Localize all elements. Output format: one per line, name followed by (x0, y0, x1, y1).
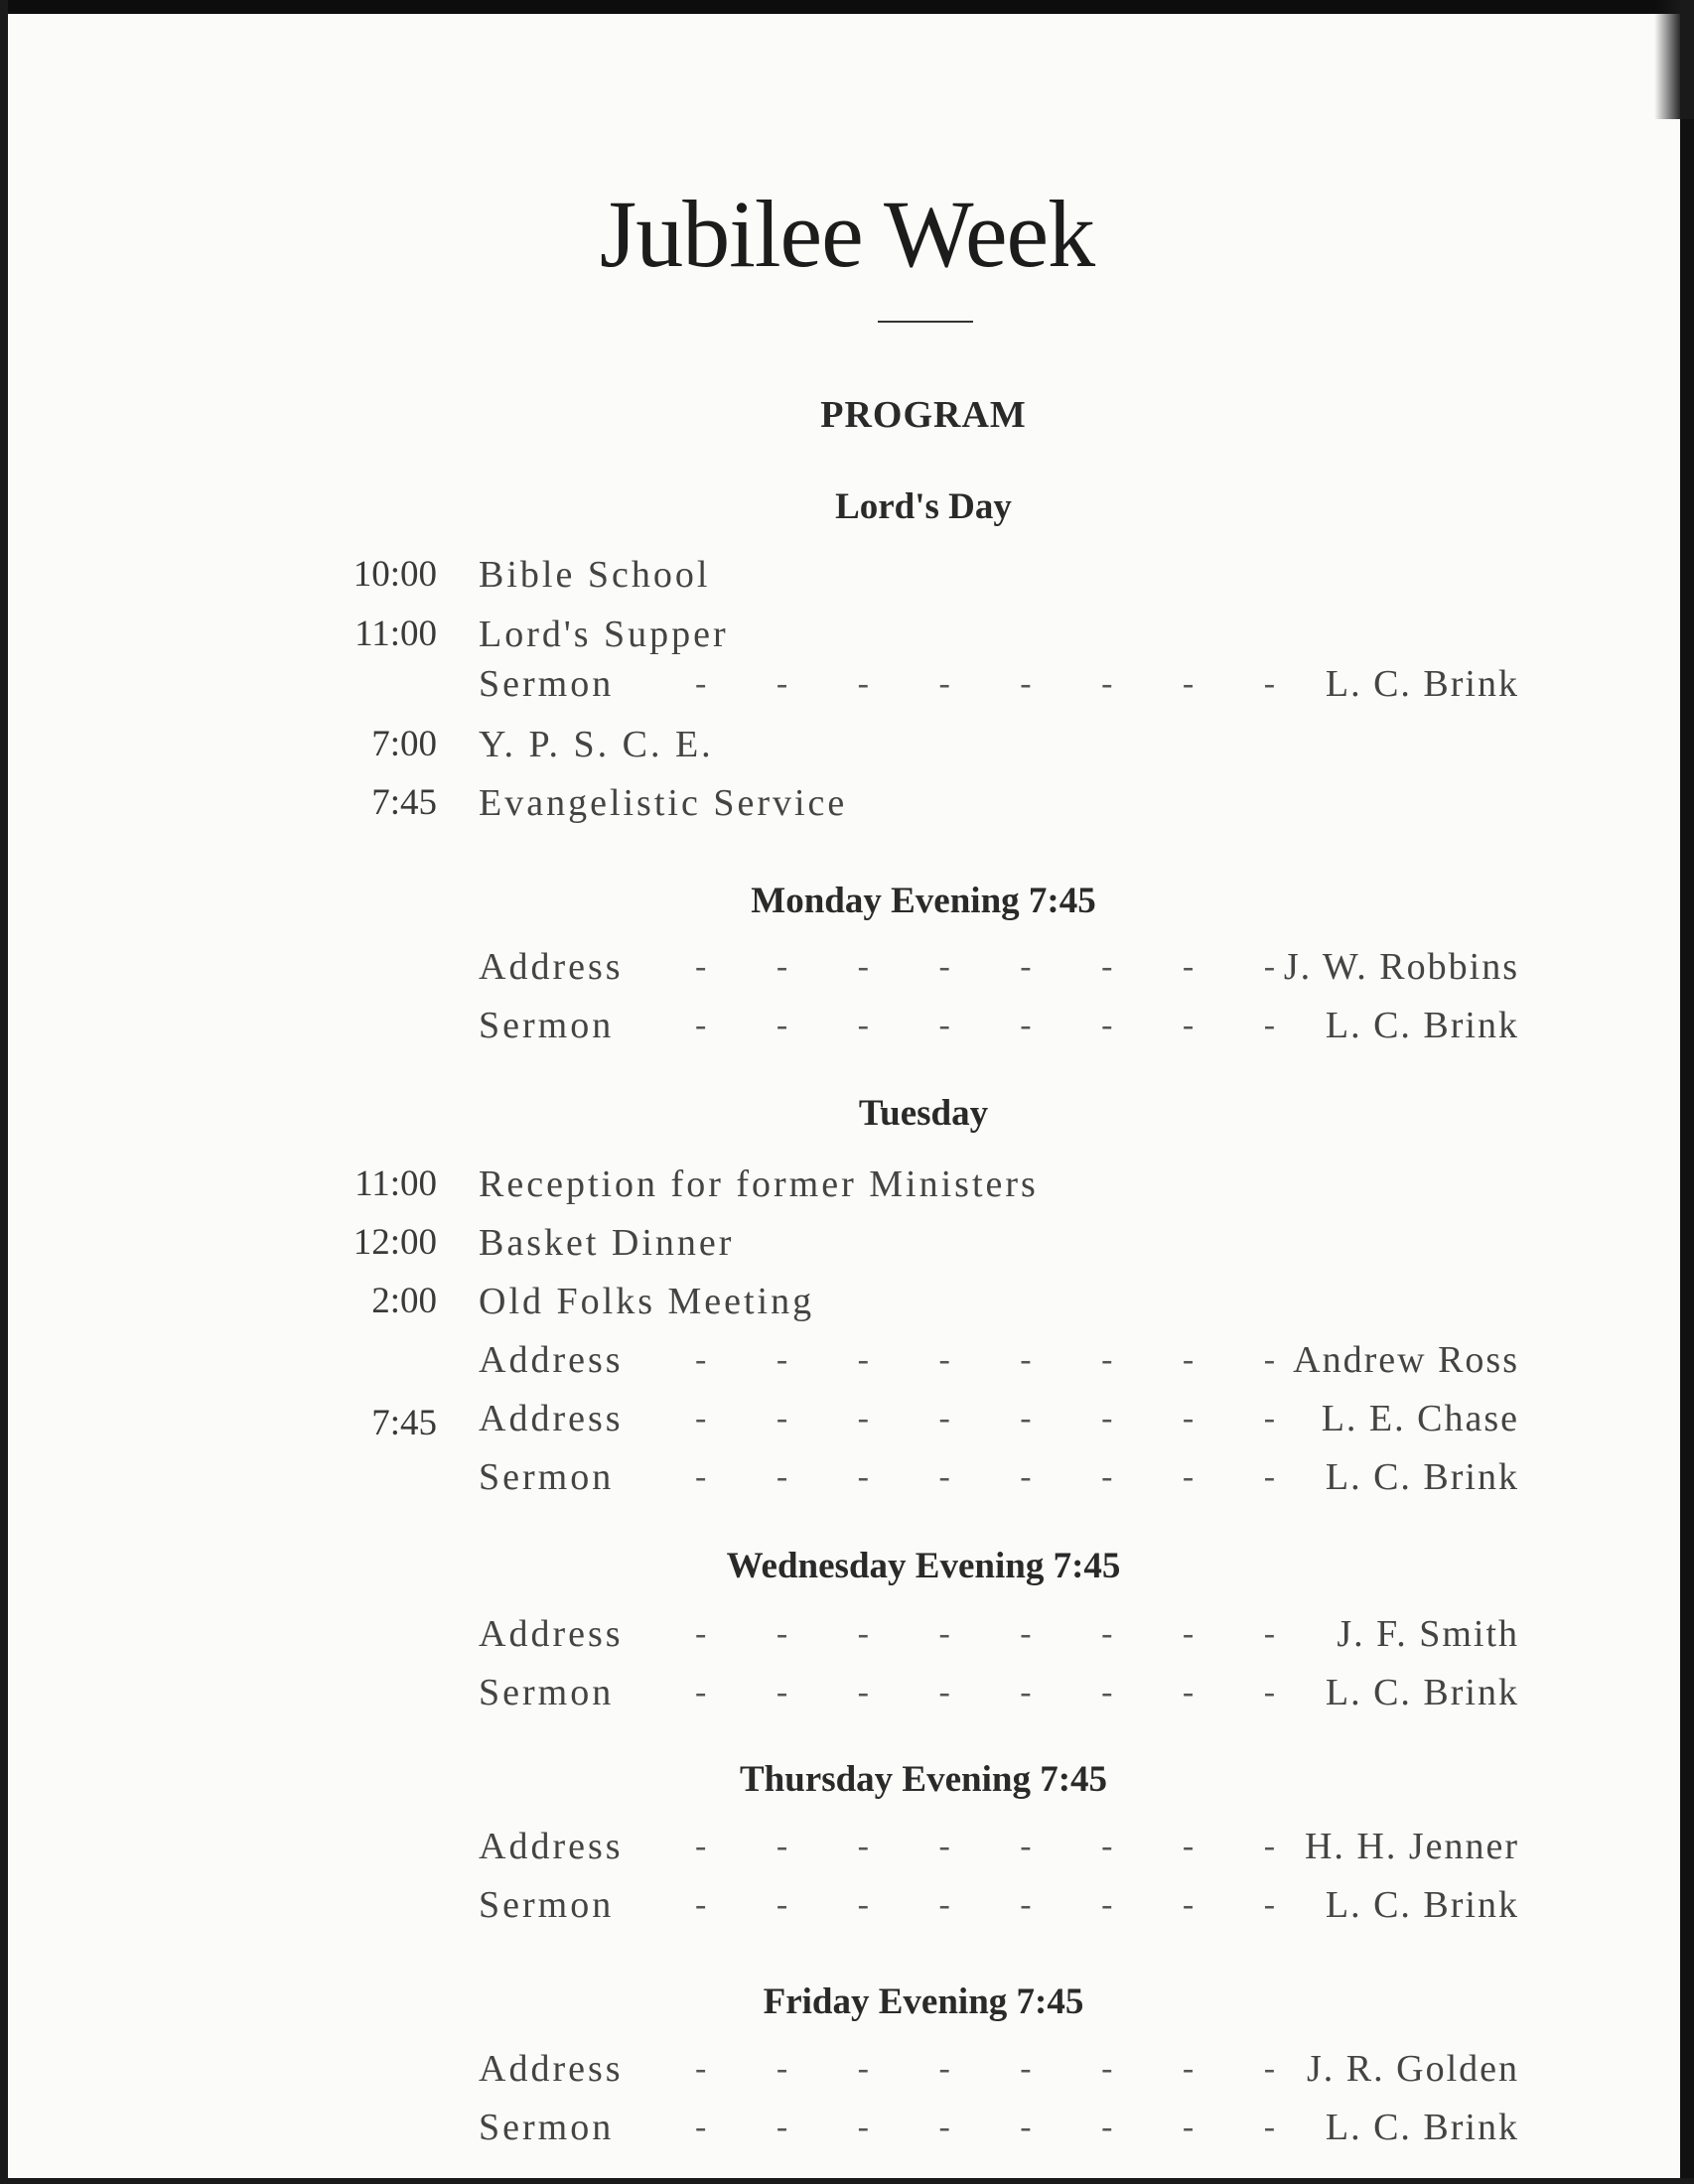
program-item: Sermon (479, 2107, 615, 2148)
dot-leader: - - - - - - - - (695, 1886, 1278, 1923)
time-label: 7:45 (371, 782, 437, 823)
section-heading-tuesday: Tuesday (858, 1093, 989, 1134)
speaker-name: L. C. Brink (1325, 1456, 1519, 1498)
scan-edge-top (0, 0, 1694, 14)
dot-leader: - - - - - - - - (695, 1341, 1278, 1378)
section-heading-lords-day: Lord's Day (835, 486, 1012, 527)
page-title: Jubilee Week (599, 181, 1095, 287)
section-heading-wednesday: Wednesday Evening 7:45 (726, 1546, 1121, 1586)
dot-leader: - - - - - - - - (695, 1400, 1278, 1436)
speaker-name: J. F. Smith (1337, 1613, 1519, 1655)
speaker-name: L. C. Brink (1325, 1005, 1519, 1046)
time-label: 10:00 (353, 554, 437, 595)
dot-leader: - - - - - - - - (695, 1458, 1278, 1495)
speaker-name: J. W. Robbins (1283, 946, 1519, 988)
time-label: 7:45 (371, 1403, 437, 1443)
section-heading-monday: Monday Evening 7:45 (751, 881, 1096, 921)
dot-leader: - - - - - - - - (695, 2050, 1278, 2087)
time-label: 12:00 (353, 1222, 437, 1263)
program-heading: PROGRAM (820, 394, 1027, 436)
dot-leader: - - - - - - - - (695, 2109, 1278, 2145)
program-item: Sermon (479, 1456, 615, 1498)
program-item: Y. P. S. C. E. (479, 724, 714, 765)
time-label: 11:00 (354, 614, 437, 654)
speaker-name: Andrew Ross (1293, 1339, 1519, 1381)
program-item: Address (479, 946, 624, 988)
dot-leader: - - - - - - - - (695, 1828, 1278, 1864)
time-label: 2:00 (371, 1281, 437, 1321)
program-item: Address (479, 1339, 624, 1381)
program-item: Reception for former Ministers (479, 1163, 1039, 1205)
program-item: Address (479, 1398, 624, 1439)
program-item: Evangelistic Service (479, 782, 848, 824)
program-item: Address (479, 1613, 624, 1655)
section-heading-friday: Friday Evening 7:45 (763, 1981, 1084, 2022)
speaker-name: L. C. Brink (1325, 2107, 1519, 2148)
dot-leader: - - - - - - - - (695, 665, 1278, 702)
program-item: Sermon (479, 1672, 615, 1713)
section-heading-thursday: Thursday Evening 7:45 (739, 1759, 1108, 1800)
speaker-name: J. R. Golden (1307, 2048, 1519, 2090)
speaker-name: H. H. Jenner (1304, 1826, 1519, 1867)
time-label: 7:00 (371, 724, 437, 764)
program-item: Lord's Supper (479, 614, 729, 655)
title-rule (878, 321, 973, 323)
dot-leader: - - - - - - - - (695, 948, 1278, 985)
speaker-name: L. C. Brink (1325, 663, 1519, 705)
page-fold-shadow (1654, 0, 1694, 119)
program-item: Bible School (479, 554, 711, 596)
program-item: Old Folks Meeting (479, 1281, 815, 1322)
program-item: Sermon (479, 1005, 615, 1046)
program-item: Sermon (479, 663, 615, 705)
dot-leader: - - - - - - - - (695, 1674, 1278, 1710)
speaker-name: L. C. Brink (1325, 1884, 1519, 1926)
scan-edge-bottom (0, 2178, 1694, 2184)
dot-leader: - - - - - - - - (695, 1007, 1278, 1043)
dot-leader: - - - - - - - - (695, 1615, 1278, 1652)
program-item: Basket Dinner (479, 1222, 735, 1264)
program-item: Address (479, 1826, 624, 1867)
program-item: Address (479, 2048, 624, 2090)
speaker-name: L. C. Brink (1325, 1672, 1519, 1713)
program-item: Sermon (479, 1884, 615, 1926)
speaker-name: L. E. Chase (1321, 1398, 1519, 1439)
time-label: 11:00 (354, 1163, 437, 1204)
